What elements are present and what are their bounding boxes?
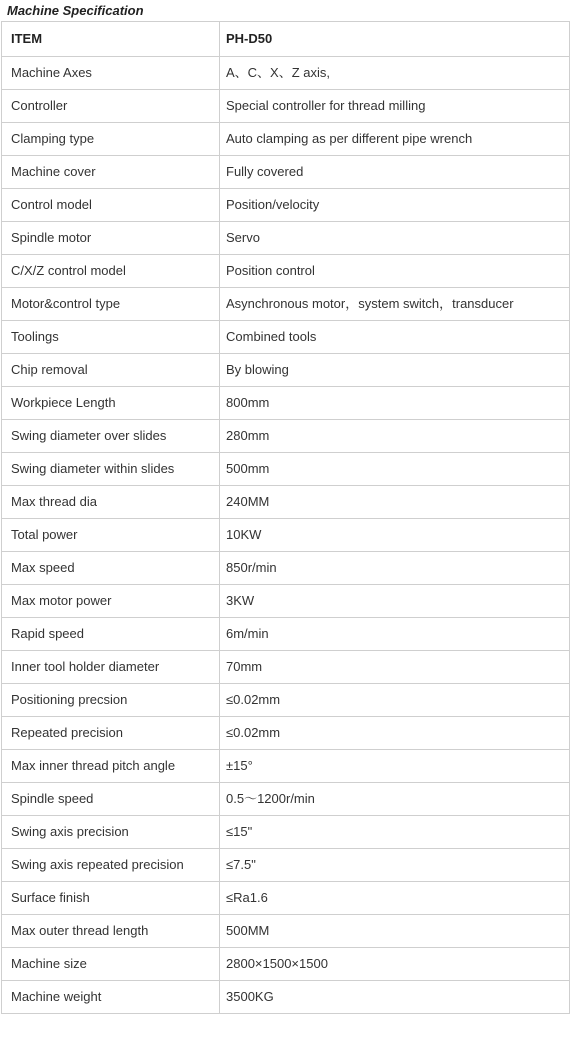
specification-table-body [2,22,570,1014]
spec-value-cell: 70mm [220,651,570,684]
table-row [2,57,570,90]
spec-label-cell: Swing axis repeated precision [2,849,220,882]
table-row [2,783,570,816]
spec-value-cell: 500MM [220,915,570,948]
spec-label-cell: Swing diameter over slides [2,420,220,453]
spec-value-cell: Combined tools [220,321,570,354]
spec-value-cell: 800mm [220,387,570,420]
table-row [2,618,570,651]
spec-value-cell: 10KW [220,519,570,552]
table-row [2,255,570,288]
spec-label-cell: Swing axis precision [2,816,220,849]
spec-label-cell: Toolings [2,321,220,354]
table-row [2,519,570,552]
spec-value-cell: Asynchronous motor，system switch，transducer [220,288,570,321]
spec-label-cell: Controller [2,90,220,123]
spec-label-cell: Repeated precision [2,717,220,750]
spec-label-cell: Spindle motor [2,222,220,255]
table-header-row [2,22,570,57]
specification-table [1,21,570,1014]
spec-value-cell: 240MM [220,486,570,519]
spec-value-cell: 2800×1500×1500 [220,948,570,981]
table-row [2,882,570,915]
spec-label-cell: Max speed [2,552,220,585]
spec-value-cell: Auto clamping as per different pipe wrench [220,123,570,156]
spec-label-cell: C/X/Z control model [2,255,220,288]
spec-value-cell: Position/velocity [220,189,570,222]
spec-label-cell: Total power [2,519,220,552]
spec-label-cell: Max outer thread length [2,915,220,948]
table-row [2,651,570,684]
spec-label-cell: Control model [2,189,220,222]
spec-value-cell: ≤0.02mm [220,684,570,717]
table-row [2,90,570,123]
spec-label-cell: Machine cover [2,156,220,189]
table-row [2,387,570,420]
spec-value-cell: ≤0.02mm [220,717,570,750]
table-row [2,585,570,618]
spec-label-cell: Workpiece Length [2,387,220,420]
table-row [2,915,570,948]
spec-label-cell: Inner tool holder diameter [2,651,220,684]
spec-label-cell: Machine weight [2,981,220,1014]
table-row [2,981,570,1014]
table-row [2,816,570,849]
spec-label-cell: Machine size [2,948,220,981]
spec-label-cell: Swing diameter within slides [2,453,220,486]
spec-value-cell: ≤15" [220,816,570,849]
spec-label-cell: Clamping type [2,123,220,156]
table-row [2,486,570,519]
spec-label-cell: Max motor power [2,585,220,618]
spec-label-cell: Machine Axes [2,57,220,90]
spec-value-cell: Servo [220,222,570,255]
spec-value-cell: By blowing [220,354,570,387]
table-row [2,750,570,783]
spec-label-cell: Positioning precsion [2,684,220,717]
spec-value-cell: 0.5～1200r/min [220,783,570,816]
header-model-cell: PH-D50 [220,22,570,57]
spec-value-cell: 3500KG [220,981,570,1014]
table-row [2,948,570,981]
table-row [2,684,570,717]
spec-value-cell: 850r/min [220,552,570,585]
table-row [2,189,570,222]
spec-label-cell: Spindle speed [2,783,220,816]
spec-value-cell: 280mm [220,420,570,453]
spec-value-cell: ±15° [220,750,570,783]
spec-value-cell: Special controller for thread milling [220,90,570,123]
spec-value-cell: ≤7.5" [220,849,570,882]
spec-value-cell: ≤Ra1.6 [220,882,570,915]
spec-value-cell: 500mm [220,453,570,486]
spec-value-cell: 3KW [220,585,570,618]
page-title: Machine Specification [7,3,144,18]
spec-label-cell: Max thread dia [2,486,220,519]
table-row [2,354,570,387]
table-row [2,222,570,255]
spec-label-cell: Motor&control type [2,288,220,321]
spec-value-cell: Fully covered [220,156,570,189]
table-row [2,453,570,486]
table-row [2,420,570,453]
spec-label-cell: Rapid speed [2,618,220,651]
header-item-cell: ITEM [2,22,220,57]
table-row [2,288,570,321]
table-row [2,123,570,156]
table-row [2,156,570,189]
spec-value-cell: 6m/min [220,618,570,651]
table-row [2,552,570,585]
table-row [2,717,570,750]
table-row [2,849,570,882]
spec-value-cell: A、C、X、Z axis, [220,57,570,90]
spec-label-cell: Max inner thread pitch angle [2,750,220,783]
spec-label-cell: Surface finish [2,882,220,915]
spec-label-cell: Chip removal [2,354,220,387]
spec-value-cell: Position control [220,255,570,288]
table-row [2,321,570,354]
